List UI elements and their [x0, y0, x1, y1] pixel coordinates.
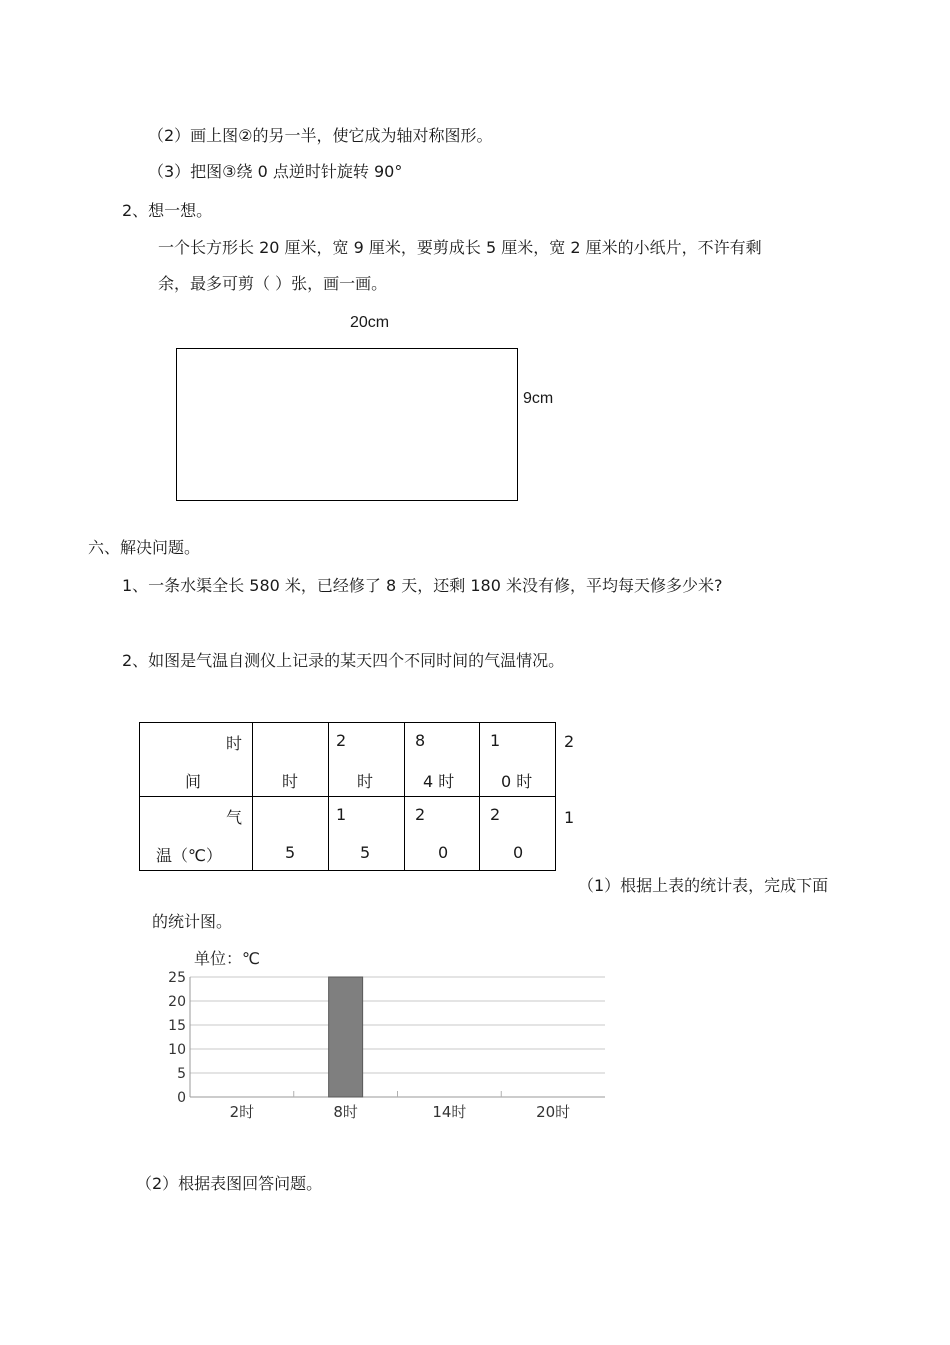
y-tick-label: 15: [168, 1018, 186, 1034]
sub-question-2: （2）根据表图回答问题。: [136, 1174, 323, 1193]
x-category-label: 14时: [432, 1103, 467, 1121]
think-line-1: 一个长方形长 20 厘米，宽 9 厘米，要剪成长 5 厘米，宽 2 厘米的小纸片，不许有剩: [158, 238, 762, 257]
temperature-bar-chart: [150, 940, 620, 1130]
time-cell-2: 2 时: [329, 723, 405, 797]
think-title: 2、想一想。: [122, 201, 213, 220]
time-header-cell: [140, 723, 253, 797]
chart-unit-title: 单位：℃: [194, 949, 260, 968]
temperature-table: [139, 722, 556, 871]
time-header-top: 时: [225, 734, 242, 753]
table-overflow-r1: 2: [564, 732, 575, 751]
table-overflow-r2: 1: [564, 808, 575, 827]
x-category-label: 8时: [333, 1103, 358, 1121]
time-header-bottom: 间: [185, 772, 202, 791]
y-tick-label: 10: [168, 1042, 186, 1058]
sub-question-1-line-1: （1）根据上表的统计表，完成下面: [578, 876, 829, 895]
item-2-text: （2）画上图②的另一半，使它成为轴对称图形。: [148, 126, 493, 145]
temp-cell-4: 2 0: [480, 797, 556, 871]
question-1: 1、一条水渠全长 580 米，已经修了 8 天，还剩 180 米没有修，平均每天修多少米?: [122, 576, 723, 595]
x-category-label: 20时: [536, 1103, 571, 1121]
temp-cell-2: 1 5: [329, 797, 405, 871]
time-cell-4: 1 0 时: [480, 723, 556, 797]
bar-8时: [329, 977, 363, 1097]
y-tick-label: 25: [168, 970, 186, 986]
sub-question-1-line-2: 的统计图。: [152, 912, 233, 931]
temp-cell-3: 2 0: [405, 797, 480, 871]
temperature-row: [140, 797, 556, 871]
y-tick-label: 0: [177, 1090, 186, 1106]
y-tick-label: 20: [168, 994, 186, 1010]
rect-width-label: 20cm: [350, 314, 390, 331]
rect-height-label: 9cm: [523, 390, 554, 407]
time-row: [140, 723, 556, 797]
question-2: 2、如图是气温自测仪上记录的某天四个不同时间的气温情况。: [122, 651, 565, 670]
time-cell-1: 时: [253, 723, 329, 797]
temp-header-bottom: 温（℃）: [156, 846, 222, 865]
section-6-title: 六、解决问题。: [88, 538, 201, 557]
think-line-2: 余，最多可剪（ ）张，画一画。: [158, 274, 388, 293]
rectangle-figure: [176, 348, 518, 501]
item-3-text: （3）把图③绕 0 点逆时针旋转 90°: [148, 162, 403, 181]
temp-header-cell: [140, 797, 253, 871]
y-tick-label: 5: [177, 1066, 186, 1082]
x-category-label: 2时: [229, 1103, 255, 1121]
temp-cell-1: 5: [253, 797, 329, 871]
time-cell-3: 8 4 时: [405, 723, 480, 797]
temp-header-top: 气: [225, 808, 242, 827]
